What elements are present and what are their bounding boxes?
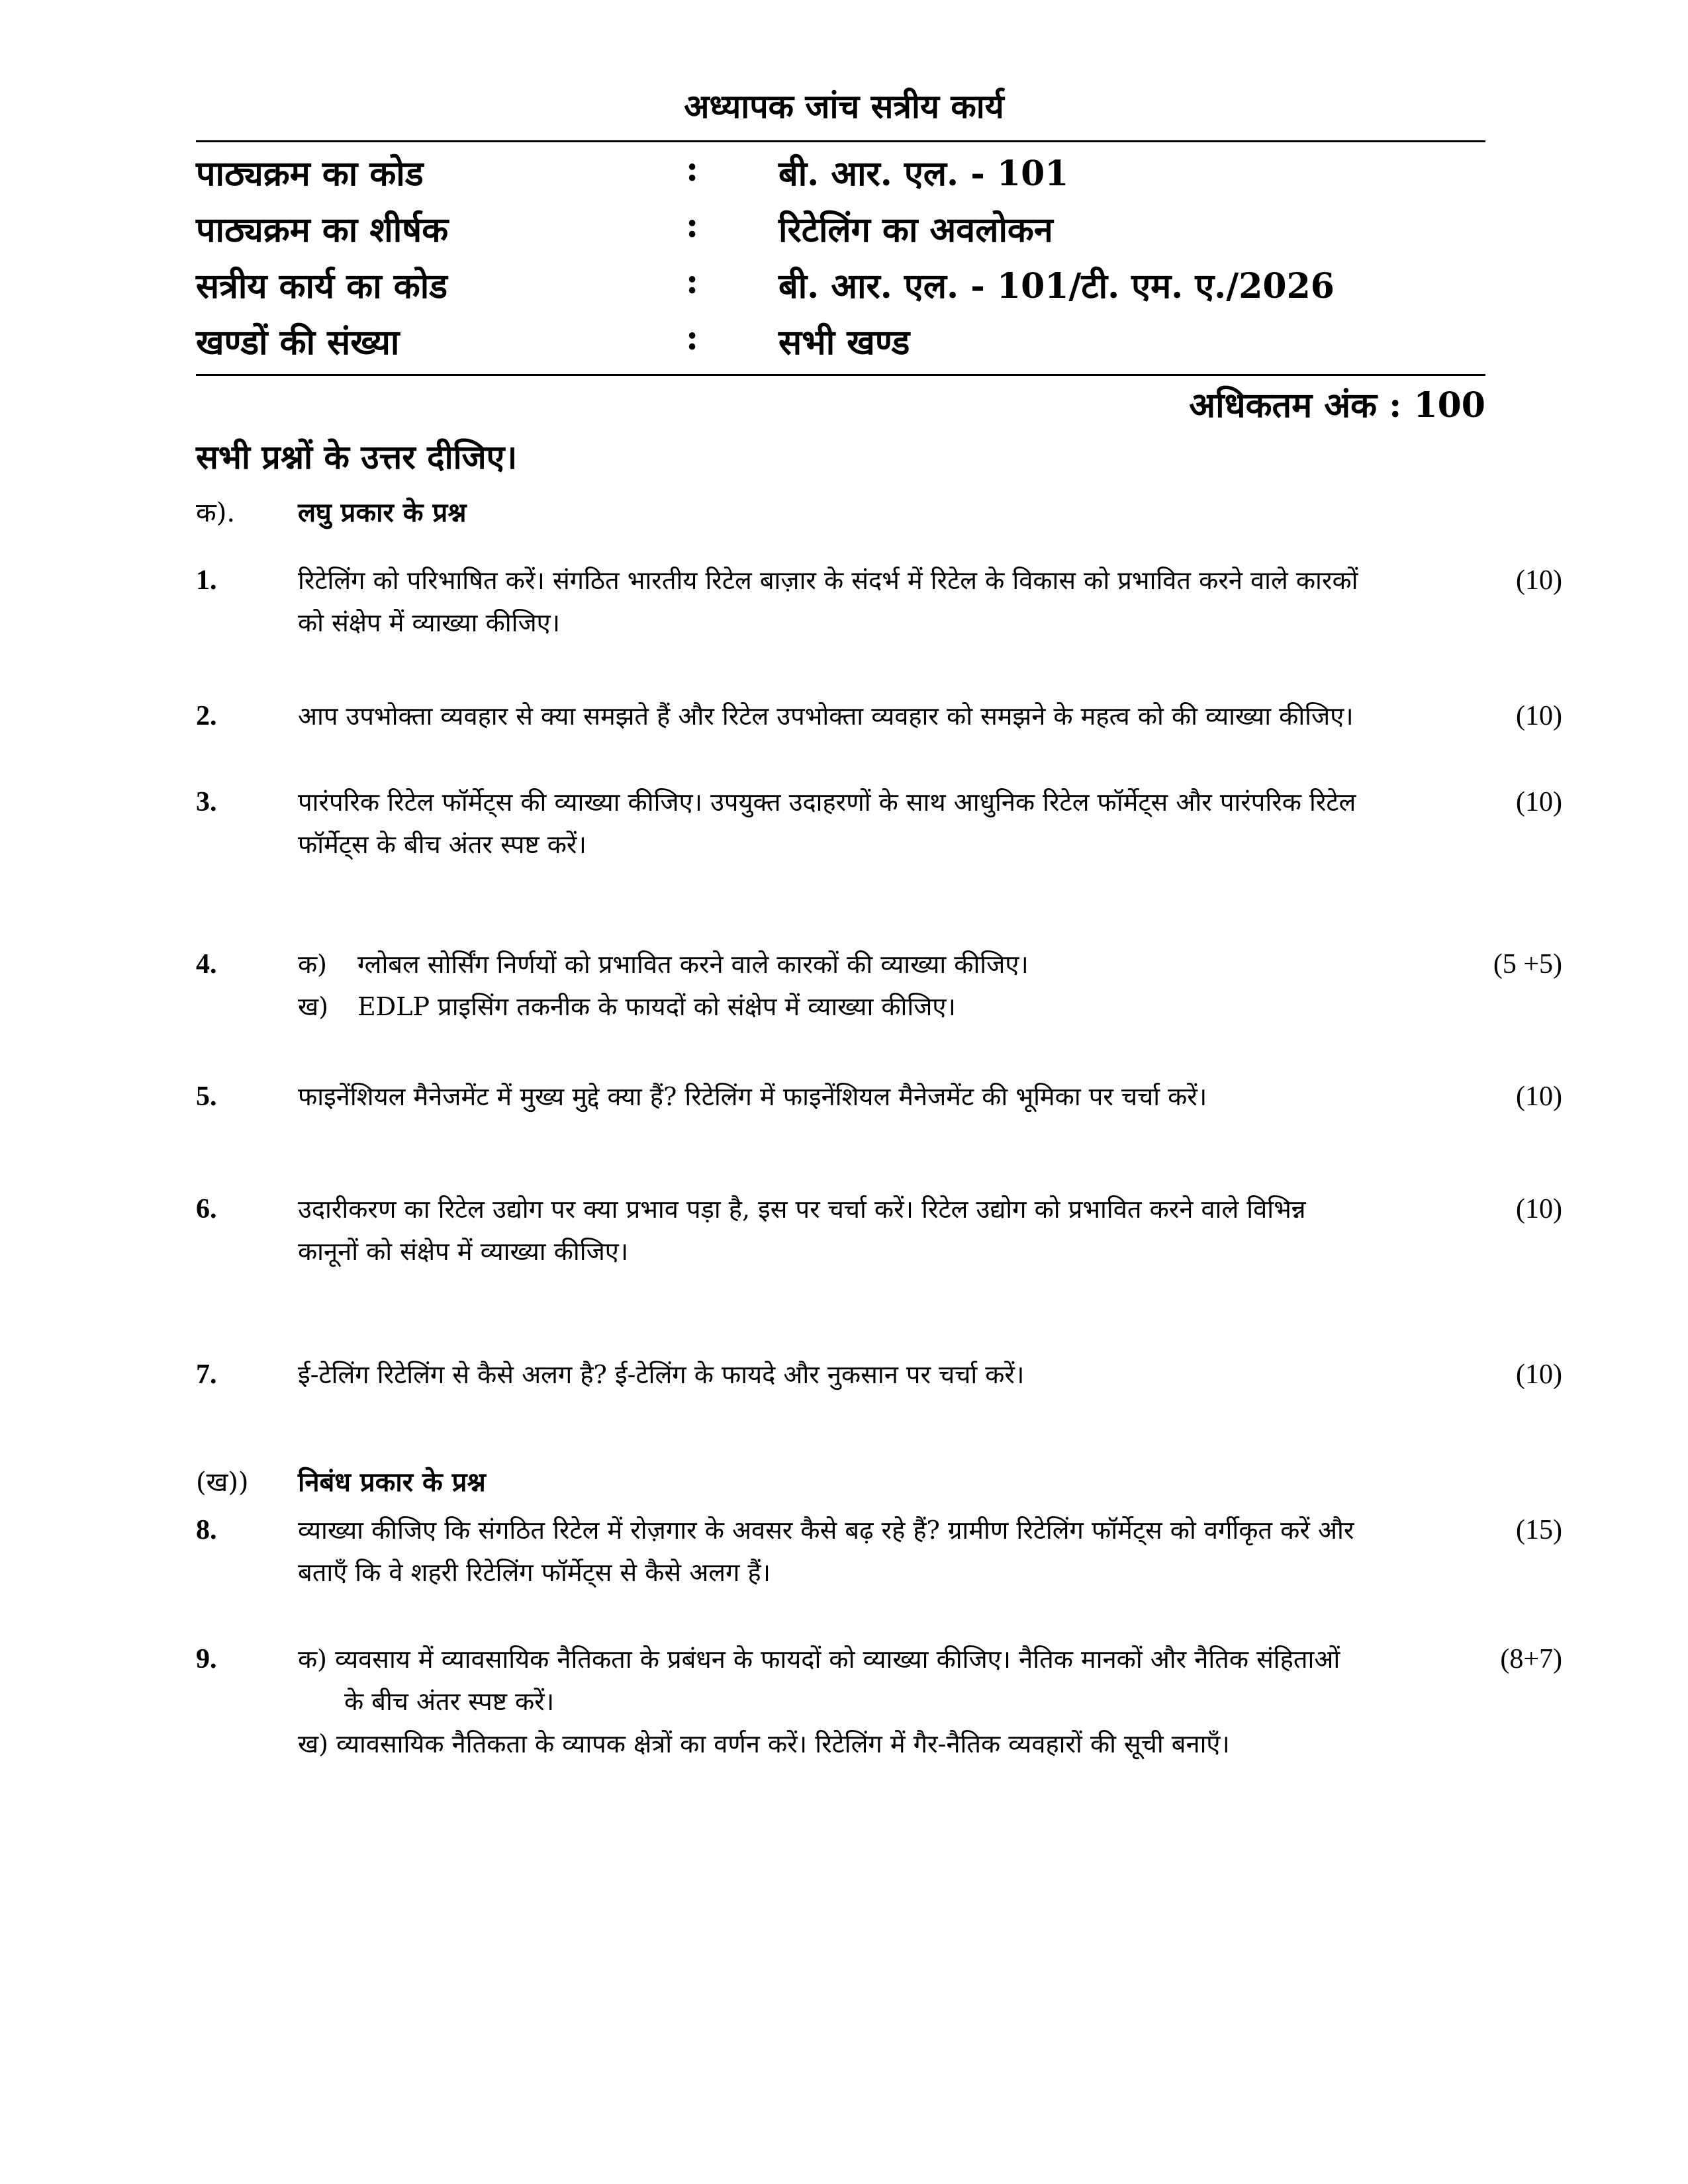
sub-question-text: EDLP प्राइसिंग तकनीक के फायदों को संक्षेप में व्याख्या कीजिए। <box>357 992 956 1021</box>
meta-value: सभी खण्ड <box>778 322 910 363</box>
header-bottom-rule <box>196 374 1485 376</box>
meta-label: सत्रीय कार्य का कोड <box>196 266 447 306</box>
header-top-rule <box>196 140 1485 142</box>
question-line: फाइनेंशियल मैनेजमेंट में मुख्य मुद्दे क्या हैं? रिटेलिंग में फाइनेंशियल मैनेजमेंट की भूमिका पर चर्चा करें। <box>298 1082 1207 1111</box>
meta-value: रिटेलिंग का अवलोकन <box>778 210 1053 250</box>
question-marks: (10) <box>1516 1359 1562 1390</box>
question-line: क) व्यवसाय में व्यावसायिक नैतिकता के प्रबंधन के फायदों को व्याख्या कीजिए। नैतिक मानकों और नैतिक संहिताओं <box>298 1645 1340 1674</box>
meta-colon: : <box>686 318 699 358</box>
meta-row-course-code <box>196 149 1485 202</box>
meta-row-assignment-code <box>196 261 1485 314</box>
question-line: को संक्षेप में व्याख्या कीजिए। <box>298 608 561 637</box>
question-line: कानूनों को संक्षेप में व्याख्या कीजिए। <box>298 1237 629 1266</box>
question-marks: (10) <box>1516 1194 1562 1224</box>
question-number: 9. <box>196 1644 217 1674</box>
question-marks: (10) <box>1516 1081 1562 1112</box>
question-line: फॉर्मेट्स के बीच अंतर स्पष्ट करें। <box>298 830 586 859</box>
question-text <box>298 781 1456 866</box>
question-number: 1. <box>196 565 217 596</box>
meta-value: बी. आर. एल. - 101 <box>778 154 1069 194</box>
question-marks: (10) <box>1516 701 1562 731</box>
question-line: ख) व्यावसायिक नैतिकता के व्यापक क्षेत्रों का वर्णन करें। रिटेलिंग में गैर-नैतिक व्यवहारों की सूची बनाएँ। <box>298 1729 1230 1758</box>
question-line: रिटेलिंग को परिभाषित करें। संगठित भारतीय रिटेल बाज़ार के संदर्भ में रिटेल के विकास को प्रभावित करने वाले कारकों <box>298 566 1358 595</box>
meta-colon: : <box>686 261 699 302</box>
question-marks: (8+7) <box>1500 1644 1562 1674</box>
question-number: 4. <box>196 949 217 979</box>
sub-question-label: क) <box>298 950 328 979</box>
question-text <box>298 1509 1456 1594</box>
question-marks: (5 +5) <box>1493 949 1562 979</box>
question-line: ई-टेलिंग रिटेलिंग से कैसे अलग है? ई-टेलिंग के फायदे और नुकसान पर चर्चा करें। <box>298 1360 1025 1389</box>
meta-row-blocks <box>196 318 1485 371</box>
meta-label: पाठ्यक्रम का कोड <box>196 154 424 194</box>
sub-question-text: ग्लोबल सोर्सिंग निर्णयों को प्रभावित करने वाले कारकों की व्याख्या कीजिए। <box>357 950 1029 979</box>
meta-colon: : <box>686 149 699 189</box>
meta-value: बी. आर. एल. - 101/टी. एम. ए./2026 <box>778 266 1335 306</box>
meta-label: पाठ्यक्रम का शीर्षक <box>196 210 449 250</box>
question-line: बताएँ कि वे शहरी रिटेलिंग फॉर्मेट्स से कैसे अलग हैं। <box>298 1558 771 1587</box>
page-title: अध्यापक जांच सत्रीय कार्य <box>684 87 1004 126</box>
question-line: के बीच अंतर स्पष्ट करें। <box>344 1687 555 1716</box>
question-line: पारंपरिक रिटेल फॉर्मेट्स की व्याख्या कीजिए। उपयुक्त उदाहरणों के साथ आधुनिक रिटेल फॉर्मेट्स और पारंपरिक रिटेल <box>298 788 1356 817</box>
instruction: सभी प्रश्नों के उत्तर दीजिए। <box>196 437 518 477</box>
meta-label: खण्डों की संख्या <box>196 322 400 363</box>
question-number: 8. <box>196 1515 217 1545</box>
question-text <box>298 559 1456 644</box>
question-line: व्याख्या कीजिए कि संगठित रिटेल में रोज़गार के अवसर कैसे बढ़ रहे हैं? ग्रामीण रिटेलिंग फॉर्मेट्स को वर्गीकृत करें और <box>298 1516 1354 1545</box>
question-marks: (10) <box>1516 565 1562 596</box>
question-text <box>298 1353 1456 1396</box>
question-marks: (15) <box>1516 1515 1562 1545</box>
sub-question <box>298 985 1456 1028</box>
section-id: क). <box>196 498 236 528</box>
max-marks: अधिकतम अंक : 100 <box>1189 385 1485 426</box>
question-number: 6. <box>196 1194 217 1224</box>
question-line: आप उपभोक्ता व्यवहार से क्या समझते हैं और रिटेल उपभोक्ता व्यवहार को समझने के महत्व को की व्याख्या कीजिए। <box>298 702 1354 731</box>
section-title: निबंध प्रकार के प्रश्न <box>298 1467 486 1498</box>
sub-question <box>298 943 1456 985</box>
question-text <box>298 1638 1456 1765</box>
question-marks: (10) <box>1516 787 1562 817</box>
section-title: लघु प्रकार के प्रश्न <box>298 497 467 528</box>
question-text <box>298 943 1456 1028</box>
question-line: उदारीकरण का रिटेल उद्योग पर क्या प्रभाव पड़ा है, इस पर चर्चा करें। रिटेल उद्योग को प्रभावित करने वाले विभिन्न <box>298 1195 1306 1224</box>
question-text <box>298 695 1456 737</box>
question-number: 2. <box>196 701 217 731</box>
question-number: 3. <box>196 787 217 817</box>
question-text <box>298 1075 1456 1118</box>
question-number: 5. <box>196 1081 217 1112</box>
sub-question-label: ख) <box>298 992 328 1021</box>
question-number: 7. <box>196 1359 217 1390</box>
meta-colon: : <box>686 205 699 246</box>
question-text <box>298 1188 1456 1273</box>
meta-row-course-title <box>196 205 1485 258</box>
section-id: (ख)) <box>196 1467 249 1498</box>
